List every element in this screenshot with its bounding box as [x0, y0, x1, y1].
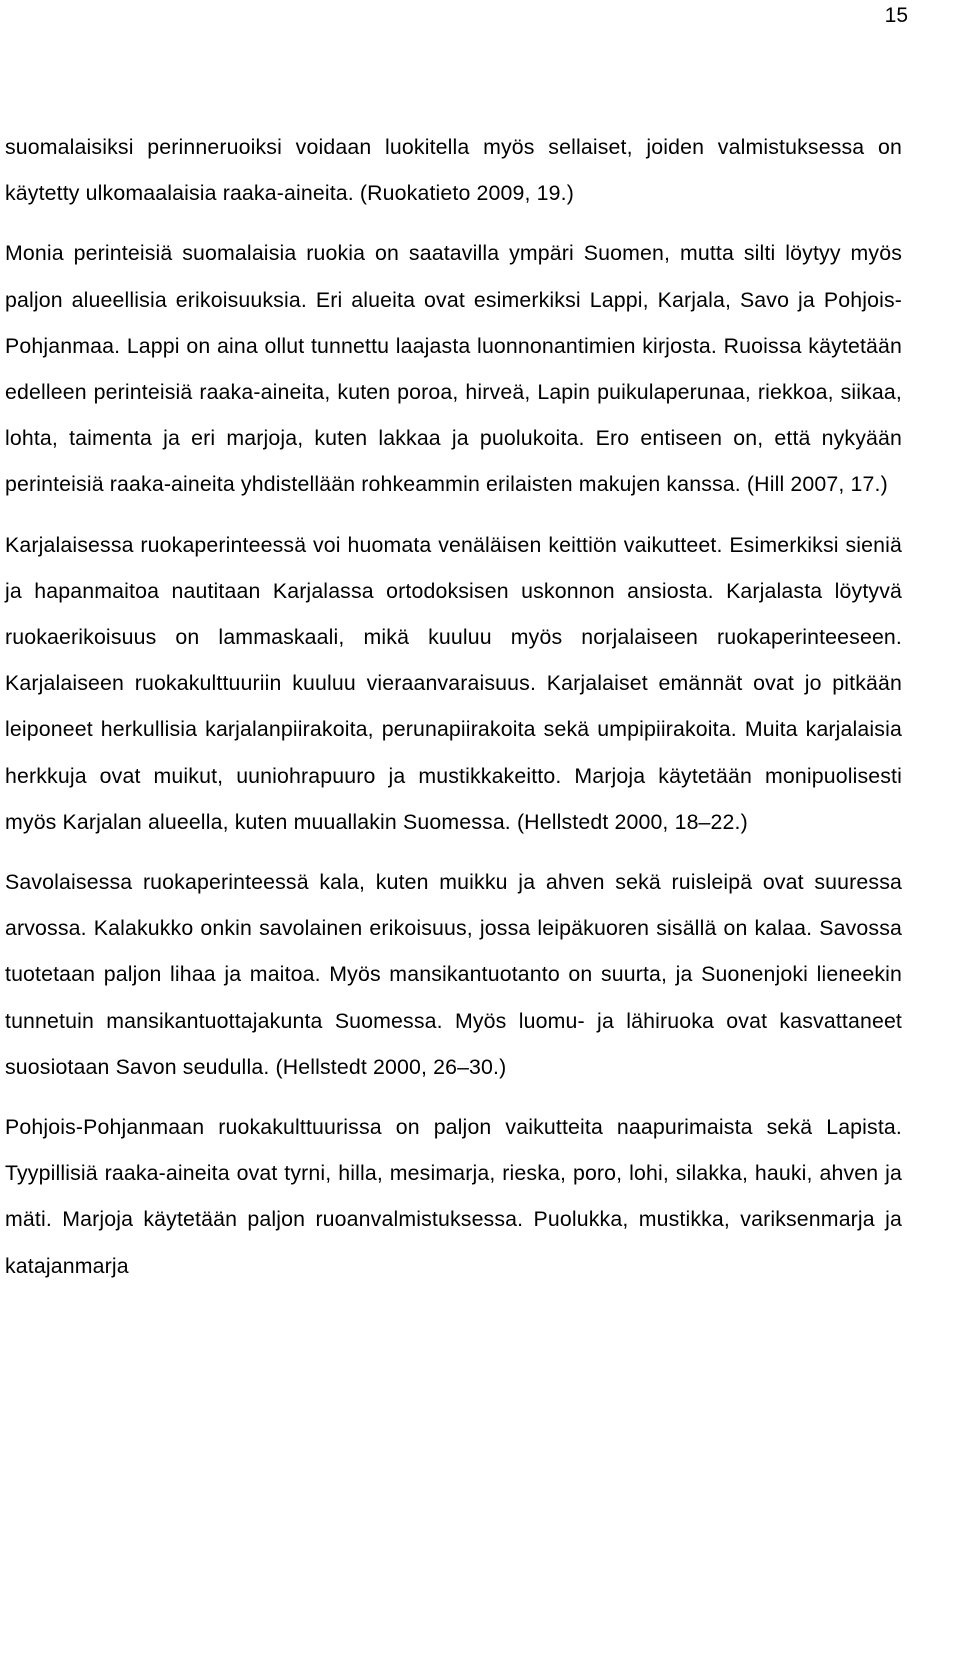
paragraph-pohjois-pohjanmaa: Pohjois-Pohjanmaan ruokakulttuurissa on paljon vaikutteita naapurimaista sekä Lapista. Tyypillisiä raaka-aineita ovat tyrni, hilla, mesimarja, rieska, poro, lohi, silakka, hauki, ahven ja mäti. Marjoja käytetään paljon ruoanvalmistuksessa. Puolukka, mustikka, variksenmarja ja katajanmarja	[5, 1115, 902, 1278]
paragraph-alueelliset-erikoisuudet: Monia perinteisiä suomalaisia ruokia on saatavilla ympäri Suomen, mutta silti löytyy myös paljon alueellisia erikoisuuksia. Eri alueita ovat esimerkiksi Lappi, Karjala, Savo ja Pohjois-Pohjanmaa. Lappi on aina ollut tunnettu laajasta luonnonantimien kirjosta. Ruoissa käytetään edelleen perinteisiä raaka-aineita, kuten poroa, hirveä, Lapin puikulaperunaa, riekkoa, siikaa, lohta, taimenta ja eri marjoja, kuten lakkaa ja puolukoita. Ero entiseen on, että nykyään perinteisiä raaka-aineita yhdistellään rohkeammin erilaisten makujen kanssa. (Hill 2007, 17.)	[5, 241, 902, 497]
paragraph-karjala: Karjalaisessa ruokaperinteessä voi huomata venäläisen keittiön vaikutteet. Esimerkiksi sieniä ja hapanmaitoa nautitaan Karjalassa ortodoksisen uskonnon ansiosta. Karjalasta löytyvä ruokaerikoisuus on lammaskaali, mikä kuuluu myös norjalaiseen ruokaperinteeseen. Karjalaiseen ruokakulttuuriin kuuluu vieraanvaraisuus. Karjalaiset emännät ovat jo pitkään leiponeet herkullisia karjalanpiirakoita, perunapiirakoita sekä umpipiirakoita. Muita karjalaisia herkkuja ovat muikut, uuniohrapuuro ja mustikkakeitto. Marjoja käytetään monipuolisesti myös Karjalan alueella, kuten muuallakin Suomessa. (Hellstedt 2000, 18–22.)	[5, 532, 902, 834]
paragraph-perinneruoat: suomalaisiksi perinneruoiksi voidaan luokitella myös sellaiset, joiden valmistuksessa on käytetty ulkomaalaisia raaka-aineita. (Ruokatieto 2009, 19.)	[5, 135, 902, 206]
document-body	[5, 124, 902, 1289]
paragraph-savo: Savolaisessa ruokaperinteessä kala, kuten muikku ja ahven sekä ruisleipä ovat suuressa arvossa. Kalakukko onkin savolainen erikoisuus, jossa leipäkuoren sisällä on kalaa. Savossa tuotetaan paljon lihaa ja maitoa. Myös mansikantuotanto on suurta, ja Suonenjoki lieneekin tunnetuin mansikantuottajakunta Suomessa. Myös luomu- ja lähiruoka ovat kasvattaneet suosiotaan Savon seudulla. (Hellstedt 2000, 26–30.)	[5, 870, 902, 1079]
page-number: 15	[884, 4, 908, 27]
